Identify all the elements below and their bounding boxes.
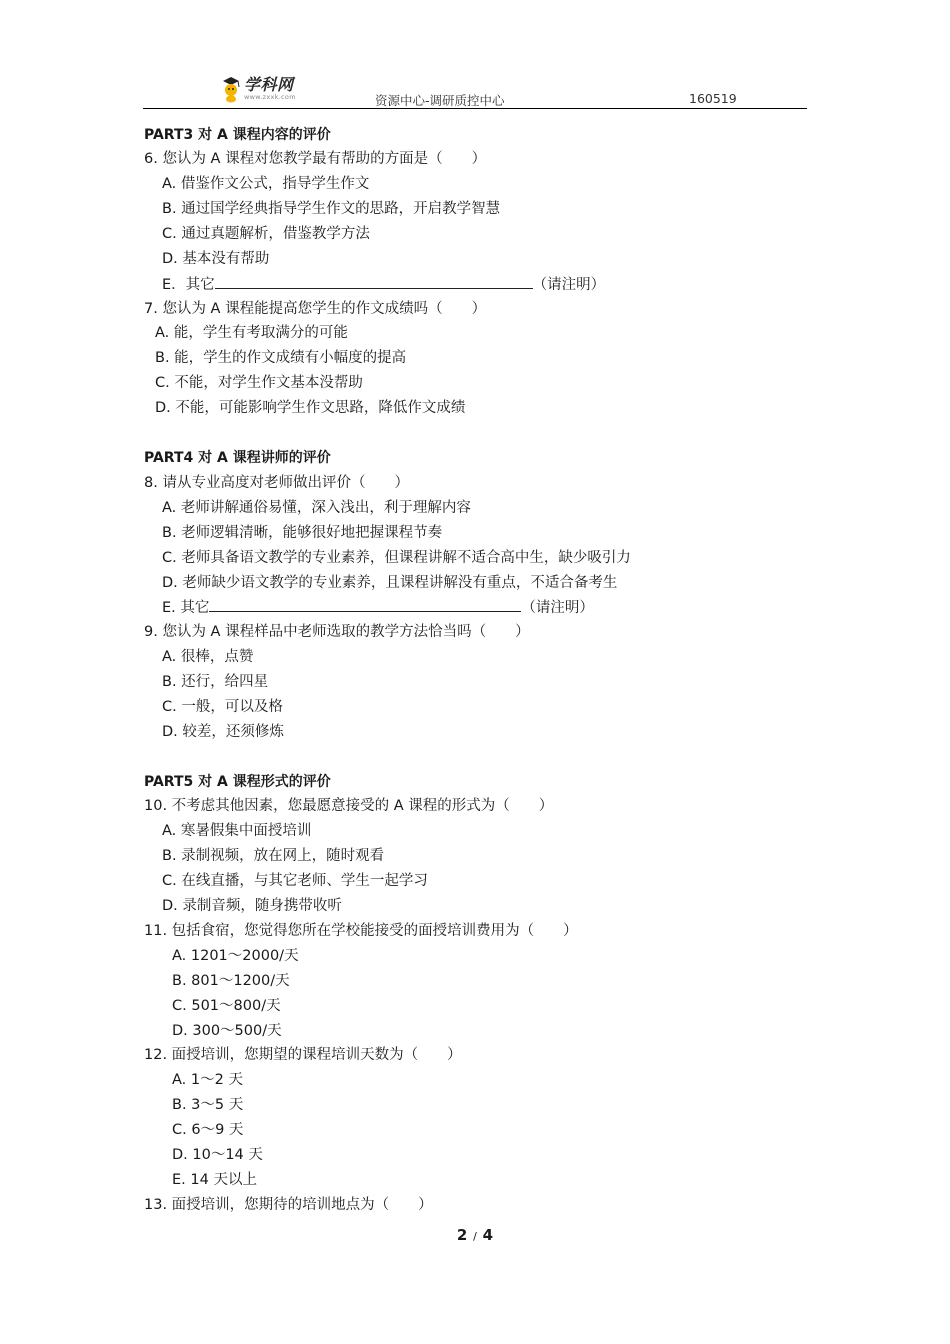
page-total: 4 — [482, 1226, 494, 1244]
header-doc-code: 160519 — [689, 91, 737, 106]
q7-option-a: A. 能，学生有考取满分的可能 — [155, 325, 348, 341]
q9-option-b: B. 还行，给四星 — [162, 674, 269, 690]
q12-text: 12. 面授培训，您期望的课程培训天数为（ ） — [144, 1047, 462, 1063]
q10-option-b: B. 录制视频，放在网上，随时观看 — [162, 848, 385, 864]
q6-option-e-label: E．其它 — [162, 277, 215, 293]
q7-option-c: C. 不能，对学生作文基本没帮助 — [155, 375, 363, 391]
q10-text: 10. 不考虑其他因素，您最愿意接受的 A 课程的形式为（ ） — [144, 798, 554, 814]
q12-option-c: C. 6～9 天 — [172, 1122, 244, 1138]
q12-option-b: B. 3～5 天 — [172, 1097, 244, 1113]
q8-option-b: B. 老师逻辑清晰，能够很好地把握课程节奏 — [162, 525, 443, 541]
page-header — [143, 70, 807, 109]
q7-option-b: B. 能，学生的作文成绩有小幅度的提高 — [155, 350, 407, 366]
q10-option-d: D. 录制音频，随身携带收听 — [162, 898, 342, 914]
q6-option-e — [162, 275, 605, 294]
q8-option-d: D. 老师缺少语文教学的专业素养，且课程讲解没有重点，不适合备考生 — [162, 575, 618, 591]
q6-option-b: B. 通过国学经典指导学生作文的思路，开启教学智慧 — [162, 201, 501, 217]
q9-option-d: D. 较差，还须修炼 — [162, 724, 284, 740]
q6-fill-blank — [215, 275, 533, 289]
page-number — [0, 1226, 950, 1244]
q6-option-c: C. 通过真题解析，借鉴教学方法 — [162, 226, 370, 242]
q8-fill-blank — [209, 598, 521, 612]
q9-option-c: C. 一般，可以及格 — [162, 699, 283, 715]
q7-option-d: D. 不能，可能影响学生作文思路，降低作文成绩 — [155, 400, 466, 416]
q11-option-a: A. 1201～2000/天 — [172, 948, 299, 964]
header-center-text: 资源中心-调研质控中心 — [375, 93, 505, 108]
q11-text: 11. 包括食宿，您觉得您所在学校能接受的面授培训费用为（ ） — [144, 923, 578, 939]
q8-option-e-label: E. 其它 — [162, 600, 210, 616]
q11-option-c: C. 501～800/天 — [172, 998, 281, 1014]
q12-option-a: A. 1～2 天 — [172, 1072, 243, 1088]
part5-title: PART5 对 A 课程形式的评价 — [144, 774, 331, 790]
logo-url: www.zxxk.com — [244, 93, 296, 101]
q6-option-d: D. 基本没有帮助 — [162, 251, 270, 267]
q11-option-b: B. 801～1200/天 — [172, 973, 290, 989]
page-separator: / — [473, 1230, 477, 1243]
q13-text: 13. 面授培训，您期待的培训地点为（ ） — [144, 1197, 433, 1213]
logo-text: 学科网 — [244, 75, 294, 94]
part4-title: PART4 对 A 课程讲师的评价 — [144, 450, 331, 466]
q11-option-d: D. 300～500/天 — [172, 1023, 282, 1039]
q8-option-e-note: （请注明） — [521, 600, 594, 616]
q9-text: 9. 您认为 A 课程样品中老师选取的教学方法恰当吗（ ） — [144, 624, 530, 640]
q6-text: 6. 您认为 A 课程对您教学最有帮助的方面是（ ） — [144, 151, 487, 167]
q8-option-a: A. 老师讲解通俗易懂，深入浅出，利于理解内容 — [162, 500, 471, 516]
q6-option-e-note: （请注明） — [532, 277, 606, 293]
site-logo — [221, 72, 311, 106]
q12-option-d: D. 10～14 天 — [172, 1147, 263, 1163]
q10-option-c: C. 在线直播，与其它老师、学生一起学习 — [162, 873, 428, 889]
q7-text: 7. 您认为 A 课程能提高您学生的作文成绩吗（ ） — [144, 301, 487, 317]
q12-option-e: E. 14 天以上 — [172, 1172, 257, 1188]
mascot-icon — [221, 75, 241, 103]
q10-option-a: A. 寒暑假集中面授培训 — [162, 823, 312, 839]
q9-option-a: A. 很棒，点赞 — [162, 649, 254, 665]
q6-option-a: A. 借鉴作文公式，指导学生作文 — [162, 176, 370, 192]
part3-title: PART3 对 A 课程内容的评价 — [144, 127, 331, 143]
q8-option-e — [162, 598, 594, 617]
page-current: 2 — [456, 1226, 468, 1244]
q8-option-c: C. 老师具备语文教学的专业素养，但课程讲解不适合高中生，缺少吸引力 — [162, 550, 631, 566]
q8-text: 8. 请从专业高度对老师做出评价（ ） — [144, 475, 409, 491]
